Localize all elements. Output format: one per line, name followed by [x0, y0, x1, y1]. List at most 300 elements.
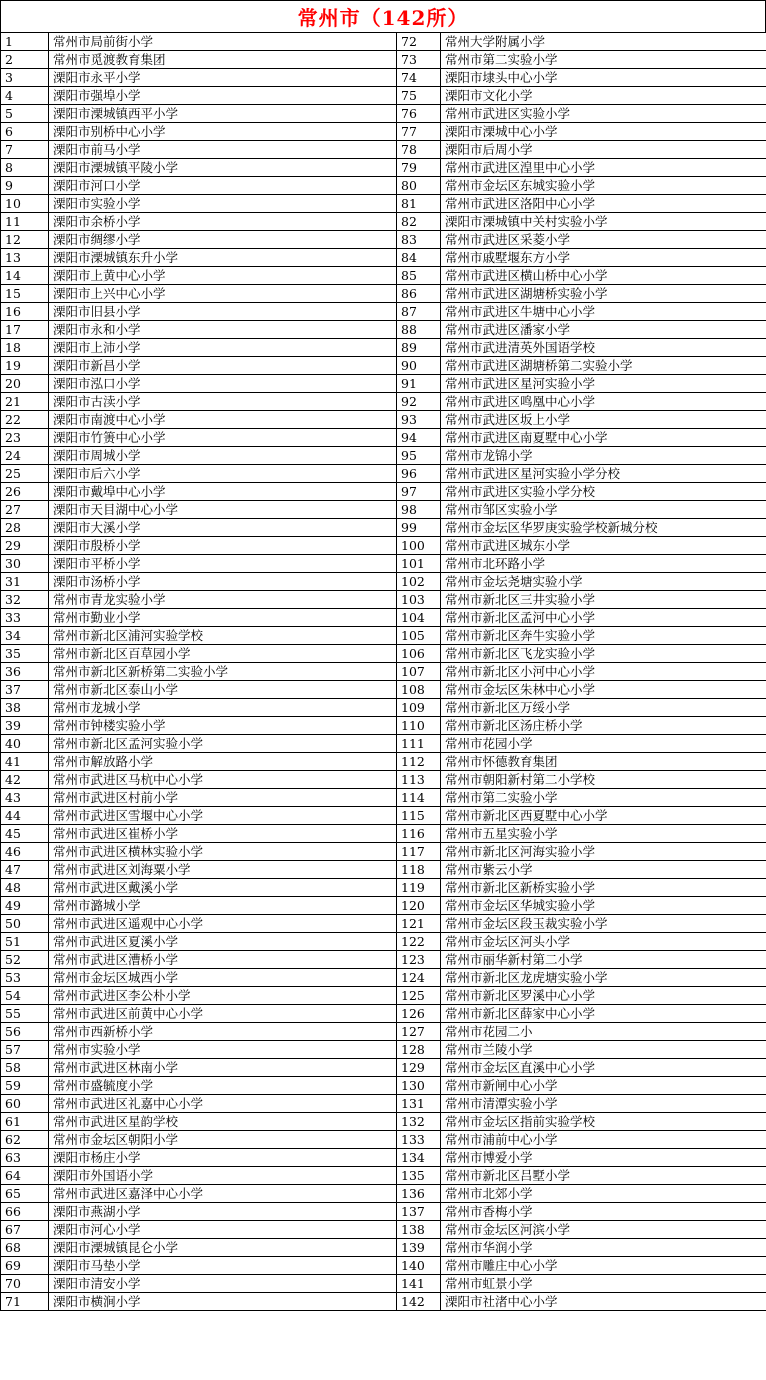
school-name: 常州市武进区刘海粟小学 [49, 861, 397, 879]
school-name: 常州市武进区实验小学 [441, 105, 766, 123]
table-row [1, 213, 766, 231]
school-number: 96 [397, 465, 441, 483]
school-number: 13 [1, 249, 49, 267]
school-name: 常州市金坛区直溪中心小学 [441, 1059, 766, 1077]
school-name: 常州市西新桥小学 [49, 1023, 397, 1041]
school-number: 120 [397, 897, 441, 915]
school-name: 常州市邹区实验小学 [441, 501, 766, 519]
table-row [1, 267, 766, 285]
school-name: 常州市武进区横林实验小学 [49, 843, 397, 861]
school-name: 常州市金坛区河滨小学 [441, 1221, 766, 1239]
school-name: 溧阳市古渎小学 [49, 393, 397, 411]
school-number: 5 [1, 105, 49, 123]
school-number: 62 [1, 1131, 49, 1149]
school-name: 溧阳市新昌小学 [49, 357, 397, 375]
table-row [1, 555, 766, 573]
school-number: 31 [1, 573, 49, 591]
school-name: 常州市钟楼实验小学 [49, 717, 397, 735]
table-row [1, 69, 766, 87]
school-number: 142 [397, 1293, 441, 1311]
table-row [1, 195, 766, 213]
table-row [1, 1257, 766, 1275]
school-name: 溧阳市上黄中心小学 [49, 267, 397, 285]
school-name: 常州市解放路小学 [49, 753, 397, 771]
school-name: 常州市实验小学 [49, 1041, 397, 1059]
table-row [1, 1005, 766, 1023]
table-row [1, 807, 766, 825]
school-number: 46 [1, 843, 49, 861]
school-number: 27 [1, 501, 49, 519]
table-row [1, 825, 766, 843]
school-name: 溧阳市永和小学 [49, 321, 397, 339]
table-row [1, 141, 766, 159]
school-number: 116 [397, 825, 441, 843]
table-row [1, 303, 766, 321]
school-number: 41 [1, 753, 49, 771]
school-number: 47 [1, 861, 49, 879]
school-number: 121 [397, 915, 441, 933]
school-number: 135 [397, 1167, 441, 1185]
school-name: 常州市北环路小学 [441, 555, 766, 573]
school-number: 78 [397, 141, 441, 159]
school-number: 114 [397, 789, 441, 807]
school-number: 125 [397, 987, 441, 1005]
school-name: 溧阳市溧城镇东升小学 [49, 249, 397, 267]
school-number: 63 [1, 1149, 49, 1167]
school-name: 常州市武进区嘉泽中心小学 [49, 1185, 397, 1203]
school-name: 常州市新北区西夏墅中心小学 [441, 807, 766, 825]
school-number: 101 [397, 555, 441, 573]
school-name: 常州市武进区崔桥小学 [49, 825, 397, 843]
school-name: 溧阳市上沛小学 [49, 339, 397, 357]
school-name: 常州市华润小学 [441, 1239, 766, 1257]
school-number: 3 [1, 69, 49, 87]
school-number: 12 [1, 231, 49, 249]
school-number: 48 [1, 879, 49, 897]
school-number: 54 [1, 987, 49, 1005]
school-number: 90 [397, 357, 441, 375]
school-number: 35 [1, 645, 49, 663]
table-row [1, 1041, 766, 1059]
school-name: 溧阳市溧城镇昆仑小学 [49, 1239, 397, 1257]
school-name: 常州市花园小学 [441, 735, 766, 753]
school-number: 37 [1, 681, 49, 699]
school-name: 常州市武进区鸣凰中心小学 [441, 393, 766, 411]
school-name: 常州市新北区薛家中心小学 [441, 1005, 766, 1023]
school-number: 140 [397, 1257, 441, 1275]
school-number: 77 [397, 123, 441, 141]
school-name: 常州市武进区马杭中心小学 [49, 771, 397, 789]
table-row [1, 933, 766, 951]
school-name: 溧阳市社渚中心小学 [441, 1293, 766, 1311]
school-name: 常州市武进区戴溪小学 [49, 879, 397, 897]
school-number: 71 [1, 1293, 49, 1311]
school-number: 32 [1, 591, 49, 609]
school-number: 133 [397, 1131, 441, 1149]
school-number: 43 [1, 789, 49, 807]
school-number: 124 [397, 969, 441, 987]
school-name: 常州市新北区新桥第二实验小学 [49, 663, 397, 681]
school-name: 溧阳市溧城镇平陵小学 [49, 159, 397, 177]
school-name: 常州市五星实验小学 [441, 825, 766, 843]
school-number: 109 [397, 699, 441, 717]
school-name: 常州市武进区城东小学 [441, 537, 766, 555]
school-number: 79 [397, 159, 441, 177]
table-row [1, 951, 766, 969]
school-name: 溧阳市河口小学 [49, 177, 397, 195]
table-row [1, 393, 766, 411]
school-name: 常州市武进区湖塘桥实验小学 [441, 285, 766, 303]
school-name: 溧阳市马垫小学 [49, 1257, 397, 1275]
school-name: 常州市武进区南夏墅中心小学 [441, 429, 766, 447]
school-name: 常州市武进清英外国语学校 [441, 339, 766, 357]
school-name: 常州市新北区百草园小学 [49, 645, 397, 663]
school-number: 91 [397, 375, 441, 393]
school-name: 溧阳市强埠小学 [49, 87, 397, 105]
school-name: 溧阳市前马小学 [49, 141, 397, 159]
school-name: 常州市紫云小学 [441, 861, 766, 879]
school-number: 132 [397, 1113, 441, 1131]
table-row [1, 1023, 766, 1041]
school-name: 常州市新北区奔牛实验小学 [441, 627, 766, 645]
school-name: 常州市武进区洛阳中心小学 [441, 195, 766, 213]
school-name: 常州市怀德教育集团 [441, 753, 766, 771]
school-name: 常州市武进区村前小学 [49, 789, 397, 807]
table-row [1, 1059, 766, 1077]
school-name: 常州市勤业小学 [49, 609, 397, 627]
school-name: 常州市武进区前黄中心小学 [49, 1005, 397, 1023]
table-row [1, 879, 766, 897]
school-name: 溧阳市旧县小学 [49, 303, 397, 321]
table-row [1, 609, 766, 627]
school-number: 81 [397, 195, 441, 213]
school-number: 58 [1, 1059, 49, 1077]
table-row [1, 591, 766, 609]
school-number: 65 [1, 1185, 49, 1203]
school-name: 常州市新北区孟河实验小学 [49, 735, 397, 753]
school-number: 118 [397, 861, 441, 879]
school-name: 常州市朝阳新村第二小学校 [441, 771, 766, 789]
school-number: 112 [397, 753, 441, 771]
table-row [1, 573, 766, 591]
school-number: 67 [1, 1221, 49, 1239]
school-name: 常州市北郊小学 [441, 1185, 766, 1203]
school-number: 82 [397, 213, 441, 231]
table-row [1, 681, 766, 699]
table-row [1, 735, 766, 753]
school-number: 137 [397, 1203, 441, 1221]
school-number: 123 [397, 951, 441, 969]
school-name: 常州市武进区横山桥中心小学 [441, 267, 766, 285]
school-number: 42 [1, 771, 49, 789]
school-number: 83 [397, 231, 441, 249]
school-name: 常州市觅渡教育集团 [49, 51, 397, 69]
school-number: 8 [1, 159, 49, 177]
table-row [1, 789, 766, 807]
school-number: 108 [397, 681, 441, 699]
school-number: 38 [1, 699, 49, 717]
table-row [1, 717, 766, 735]
school-name: 常州市武进区牛塘中心小学 [441, 303, 766, 321]
school-name: 常州市金坛尧塘实验小学 [441, 573, 766, 591]
school-number: 29 [1, 537, 49, 555]
table-row [1, 357, 766, 375]
school-number: 15 [1, 285, 49, 303]
school-name: 溧阳市文化小学 [441, 87, 766, 105]
school-number: 74 [397, 69, 441, 87]
school-number: 6 [1, 123, 49, 141]
table-row [1, 861, 766, 879]
school-number: 117 [397, 843, 441, 861]
school-number: 68 [1, 1239, 49, 1257]
school-number: 102 [397, 573, 441, 591]
table-row [1, 1167, 766, 1185]
school-name: 溧阳市燕湖小学 [49, 1203, 397, 1221]
school-number: 40 [1, 735, 49, 753]
school-name: 常州市武进区湟里中心小学 [441, 159, 766, 177]
table-row [1, 537, 766, 555]
school-number: 9 [1, 177, 49, 195]
table-row [1, 249, 766, 267]
school-name: 常州市金坛区朝阳小学 [49, 1131, 397, 1149]
school-name: 溧阳市南渡中心小学 [49, 411, 397, 429]
school-number: 88 [397, 321, 441, 339]
school-number: 60 [1, 1095, 49, 1113]
school-name: 常州市武进区坂上小学 [441, 411, 766, 429]
table-row [1, 87, 766, 105]
school-name: 溧阳市实验小学 [49, 195, 397, 213]
school-table [0, 32, 766, 1311]
school-number: 105 [397, 627, 441, 645]
school-name: 常州市龙城小学 [49, 699, 397, 717]
school-number: 98 [397, 501, 441, 519]
school-number: 75 [397, 87, 441, 105]
table-row [1, 51, 766, 69]
school-name: 常州市新北区汤庄桥小学 [441, 717, 766, 735]
school-name: 常州市博爱小学 [441, 1149, 766, 1167]
school-name: 常州市盛毓度小学 [49, 1077, 397, 1095]
school-number: 110 [397, 717, 441, 735]
school-name: 溧阳市大溪小学 [49, 519, 397, 537]
table-row [1, 123, 766, 141]
school-name: 溧阳市竹箦中心小学 [49, 429, 397, 447]
school-number: 11 [1, 213, 49, 231]
school-name: 常州市金坛区朱林中心小学 [441, 681, 766, 699]
school-number: 7 [1, 141, 49, 159]
school-table-body [1, 33, 766, 1311]
school-name: 溧阳市埭头中心小学 [441, 69, 766, 87]
school-name: 常州市香梅小学 [441, 1203, 766, 1221]
school-number: 66 [1, 1203, 49, 1221]
school-number: 26 [1, 483, 49, 501]
school-name: 常州市潞城小学 [49, 897, 397, 915]
school-number: 17 [1, 321, 49, 339]
school-name: 溧阳市殷桥小学 [49, 537, 397, 555]
school-number: 24 [1, 447, 49, 465]
school-name: 常州市武进区夏溪小学 [49, 933, 397, 951]
school-name: 常州市兰陵小学 [441, 1041, 766, 1059]
school-name: 常州市金坛区东城实验小学 [441, 177, 766, 195]
table-row [1, 465, 766, 483]
school-name: 常州市新北区孟河中心小学 [441, 609, 766, 627]
school-name: 常州市武进区采菱小学 [441, 231, 766, 249]
school-number: 129 [397, 1059, 441, 1077]
school-number: 55 [1, 1005, 49, 1023]
school-number: 87 [397, 303, 441, 321]
school-name: 溧阳市清安小学 [49, 1275, 397, 1293]
table-row [1, 753, 766, 771]
school-number: 136 [397, 1185, 441, 1203]
school-number: 95 [397, 447, 441, 465]
school-number: 92 [397, 393, 441, 411]
table-row [1, 519, 766, 537]
school-name: 常州市第二实验小学 [441, 789, 766, 807]
school-name: 常州市清潭实验小学 [441, 1095, 766, 1113]
school-name: 常州市新北区罗溪中心小学 [441, 987, 766, 1005]
table-row [1, 699, 766, 717]
school-number: 122 [397, 933, 441, 951]
school-name: 常州市新北区龙虎塘实验小学 [441, 969, 766, 987]
school-name: 常州市金坛区华城实验小学 [441, 897, 766, 915]
table-row [1, 1293, 766, 1311]
table-row [1, 645, 766, 663]
table-row [1, 501, 766, 519]
school-name: 溧阳市周城小学 [49, 447, 397, 465]
school-name: 常州市新北区吕墅小学 [441, 1167, 766, 1185]
school-number: 72 [397, 33, 441, 51]
school-name: 常州市武进区湖塘桥第二实验小学 [441, 357, 766, 375]
school-name: 常州市武进区李公朴小学 [49, 987, 397, 1005]
school-name: 常州市武进区星韵学校 [49, 1113, 397, 1131]
school-name: 常州市新北区三井实验小学 [441, 591, 766, 609]
school-name: 溧阳市泓口小学 [49, 375, 397, 393]
school-name: 常州市金坛区段玉裁实验小学 [441, 915, 766, 933]
school-number: 14 [1, 267, 49, 285]
school-number: 45 [1, 825, 49, 843]
table-row [1, 411, 766, 429]
school-name: 常州市金坛区城西小学 [49, 969, 397, 987]
table-row [1, 1149, 766, 1167]
table-row [1, 339, 766, 357]
school-name: 常州大学附属小学 [441, 33, 766, 51]
school-name: 溧阳市河心小学 [49, 1221, 397, 1239]
school-name: 常州市新北区新桥实验小学 [441, 879, 766, 897]
school-number: 80 [397, 177, 441, 195]
school-number: 4 [1, 87, 49, 105]
table-row [1, 321, 766, 339]
table-row [1, 663, 766, 681]
school-number: 61 [1, 1113, 49, 1131]
school-number: 89 [397, 339, 441, 357]
school-number: 113 [397, 771, 441, 789]
school-name: 常州市新北区小河中心小学 [441, 663, 766, 681]
school-number: 70 [1, 1275, 49, 1293]
school-number: 36 [1, 663, 49, 681]
school-number: 141 [397, 1275, 441, 1293]
school-number: 130 [397, 1077, 441, 1095]
school-number: 84 [397, 249, 441, 267]
school-name: 常州市丽华新村第二小学 [441, 951, 766, 969]
table-row [1, 987, 766, 1005]
school-number: 52 [1, 951, 49, 969]
school-name: 溧阳市永平小学 [49, 69, 397, 87]
table-row [1, 1095, 766, 1113]
school-name: 常州市金坛区指前实验学校 [441, 1113, 766, 1131]
school-number: 97 [397, 483, 441, 501]
table-row [1, 897, 766, 915]
table-row [1, 1203, 766, 1221]
school-number: 127 [397, 1023, 441, 1041]
school-name: 溧阳市溧城中心小学 [441, 123, 766, 141]
school-name: 常州市武进区雪堰中心小学 [49, 807, 397, 825]
school-number: 51 [1, 933, 49, 951]
school-name: 溧阳市后周小学 [441, 141, 766, 159]
school-number: 39 [1, 717, 49, 735]
school-name: 溧阳市绸缪小学 [49, 231, 397, 249]
school-number: 44 [1, 807, 49, 825]
school-number: 28 [1, 519, 49, 537]
table-row [1, 177, 766, 195]
school-number: 34 [1, 627, 49, 645]
school-name: 溧阳市平桥小学 [49, 555, 397, 573]
school-name: 常州市武进区星河实验小学分校 [441, 465, 766, 483]
school-number: 73 [397, 51, 441, 69]
table-row [1, 1077, 766, 1095]
school-number: 111 [397, 735, 441, 753]
school-number: 76 [397, 105, 441, 123]
school-name: 常州市虹景小学 [441, 1275, 766, 1293]
school-name: 溧阳市横涧小学 [49, 1293, 397, 1311]
school-name: 常州市武进区礼嘉中心小学 [49, 1095, 397, 1113]
school-number: 23 [1, 429, 49, 447]
table-row [1, 429, 766, 447]
school-number: 21 [1, 393, 49, 411]
school-number: 30 [1, 555, 49, 573]
table-row [1, 627, 766, 645]
school-number: 134 [397, 1149, 441, 1167]
school-name: 常州市武进区林南小学 [49, 1059, 397, 1077]
school-number: 2 [1, 51, 49, 69]
table-row [1, 447, 766, 465]
school-number: 50 [1, 915, 49, 933]
school-number: 94 [397, 429, 441, 447]
school-number: 103 [397, 591, 441, 609]
school-number: 33 [1, 609, 49, 627]
school-number: 49 [1, 897, 49, 915]
table-row [1, 1113, 766, 1131]
school-number: 53 [1, 969, 49, 987]
school-name: 溧阳市戴埠中心小学 [49, 483, 397, 501]
school-name: 常州市金坛区河头小学 [441, 933, 766, 951]
table-row [1, 771, 766, 789]
school-name: 常州市武进区漕桥小学 [49, 951, 397, 969]
school-number: 107 [397, 663, 441, 681]
table-row [1, 33, 766, 51]
school-name: 常州市新北区浦河实验学校 [49, 627, 397, 645]
school-name: 常州市青龙实验小学 [49, 591, 397, 609]
school-name: 溧阳市别桥中心小学 [49, 123, 397, 141]
school-number: 10 [1, 195, 49, 213]
school-name: 常州市新北区飞龙实验小学 [441, 645, 766, 663]
school-number: 139 [397, 1239, 441, 1257]
school-name: 常州市新北区泰山小学 [49, 681, 397, 699]
school-name: 常州市雕庄中心小学 [441, 1257, 766, 1275]
table-row [1, 159, 766, 177]
table-row [1, 231, 766, 249]
table-row [1, 375, 766, 393]
school-name: 溧阳市上兴中心小学 [49, 285, 397, 303]
school-name: 常州市武进区遥观中心小学 [49, 915, 397, 933]
